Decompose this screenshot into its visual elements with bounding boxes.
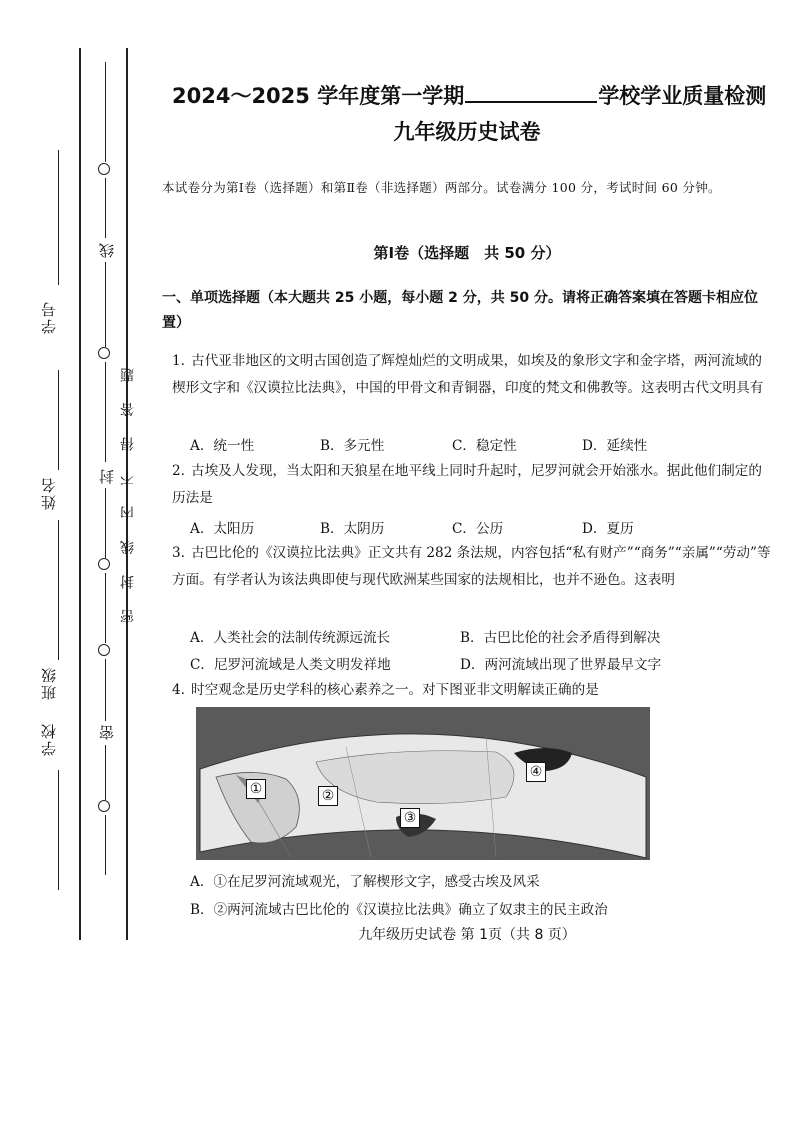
seal-line-4: [105, 362, 106, 462]
option-d[interactable]: D．两河流域出现了世界最早文字: [460, 657, 662, 673]
seal-char-feng: 封: [98, 466, 116, 484]
section-title: 第Ⅰ卷（选择题 共 50 分）: [373, 244, 561, 262]
seal-circle-3: [98, 558, 110, 570]
seal-char-xian: 线: [98, 240, 116, 258]
map-marker-4: ④: [526, 762, 546, 782]
question-text: 古埃及人发现，当太阳和天狼星在地平线上同时升起时，尼罗河就会开始涨水。据此他们制定的历法是: [172, 463, 762, 506]
seal-circle-2: [98, 347, 110, 359]
seal-line-9: [105, 815, 106, 875]
xingming-field-line[interactable]: [58, 370, 59, 470]
seal-line-3: [105, 262, 106, 347]
exam-title-right: 学校学业质量检测: [598, 84, 767, 108]
school-name-blank[interactable]: [465, 83, 597, 103]
seal-line-6: [105, 573, 106, 643]
seal-line-1: [105, 62, 106, 162]
question-number: 3.: [172, 545, 185, 561]
xuehao-label: 学号: [40, 300, 58, 334]
page-footer: 九年级历史试卷 第 1页（共 8 页）: [358, 927, 576, 943]
exam-title: [172, 80, 767, 110]
option-d[interactable]: D．夏历: [582, 521, 634, 537]
xuexiao-label: 学校: [40, 722, 58, 756]
xuehao-field-line[interactable]: [58, 150, 59, 285]
question-number: 4.: [172, 682, 185, 698]
option-c[interactable]: C．尼罗河流域是人类文明发祥地: [190, 657, 391, 673]
seal-circle-4: [98, 644, 110, 656]
exam-subtitle: 九年级历史试卷: [393, 120, 541, 144]
seal-line-2: [105, 178, 106, 238]
map-marker-2: ②: [318, 786, 338, 806]
xingming-label: 姓名: [40, 476, 58, 510]
option-a[interactable]: A．统一性: [190, 438, 255, 454]
question-4: [172, 677, 772, 704]
banji-label: 班级: [40, 666, 58, 700]
part-title: 一、单项选择题（本大题共 25 小题，每小题 2 分，共 50 分。请将正确答案填在答题卡相应位置）: [162, 290, 758, 331]
seal-circle-5: [98, 800, 110, 812]
question-number: 2.: [172, 463, 185, 479]
option-b[interactable]: B．古巴比伦的社会矛盾得到解决: [460, 630, 661, 646]
question-text: 古巴比伦的《汉谟拉比法典》正文共有 282 条法规，内容包括“私有财产”“商务”“亲属”“劳动”等方面。有学者认为该法典即使与现代欧洲某些国家的法规相比，也并不逊色。这表明: [172, 545, 771, 588]
option-b[interactable]: B．太阴历: [320, 521, 385, 537]
exam-title-left: 2024～2025 学年度第一学期: [172, 84, 465, 108]
option-c[interactable]: C．稳定性: [452, 438, 517, 454]
seal-char-mi: 密: [98, 722, 116, 740]
question-number: 1.: [172, 353, 185, 369]
question-2: [172, 458, 772, 511]
option-c[interactable]: C．公历: [452, 521, 504, 537]
binding-line-outer: [79, 48, 81, 940]
option-a[interactable]: A．太阳历: [190, 521, 255, 537]
question-1: [172, 348, 772, 401]
map-marker-1: ①: [246, 779, 266, 799]
seal-warning-text: 密 封 线 内 不 得 答 题: [120, 360, 136, 624]
option-a[interactable]: A．①在尼罗河流域观光，了解楔形文字，感受古埃及风采: [190, 874, 540, 890]
seal-line-8: [105, 745, 106, 800]
seal-line-7: [105, 659, 106, 721]
ancient-civilizations-map: [196, 707, 650, 860]
map-marker-3: ③: [400, 808, 420, 828]
xuexiao-field-line[interactable]: [58, 770, 59, 890]
banji-field-line[interactable]: [58, 520, 59, 660]
option-b[interactable]: B．②两河流域古巴比伦的《汉谟拉比法典》确立了奴隶主的民主政治: [190, 902, 608, 918]
seal-circle-1: [98, 163, 110, 175]
option-a[interactable]: A．人类社会的法制传统源远流长: [190, 630, 391, 646]
question-text: 古代亚非地区的文明古国创造了辉煌灿烂的文明成果，如埃及的象形文字和金字塔，两河流域的楔形文字和《汉谟拉比法典》，中国的甲骨文和青铜器，印度的梵文和佛教等。这表明古代文明具有: [172, 353, 764, 396]
option-b[interactable]: B．多元性: [320, 438, 385, 454]
question-text: 时空观念是历史学科的核心素养之一。对下图亚非文明解读正确的是: [191, 682, 599, 698]
option-d[interactable]: D．延续性: [582, 438, 648, 454]
seal-line-5: [105, 488, 106, 558]
question-3: [172, 540, 772, 593]
exam-instructions: 本试卷分为第Ⅰ卷（选择题）和第Ⅱ卷（非选择题）两部分。试卷满分 100 分，考试时间 60 分钟。: [162, 180, 721, 195]
